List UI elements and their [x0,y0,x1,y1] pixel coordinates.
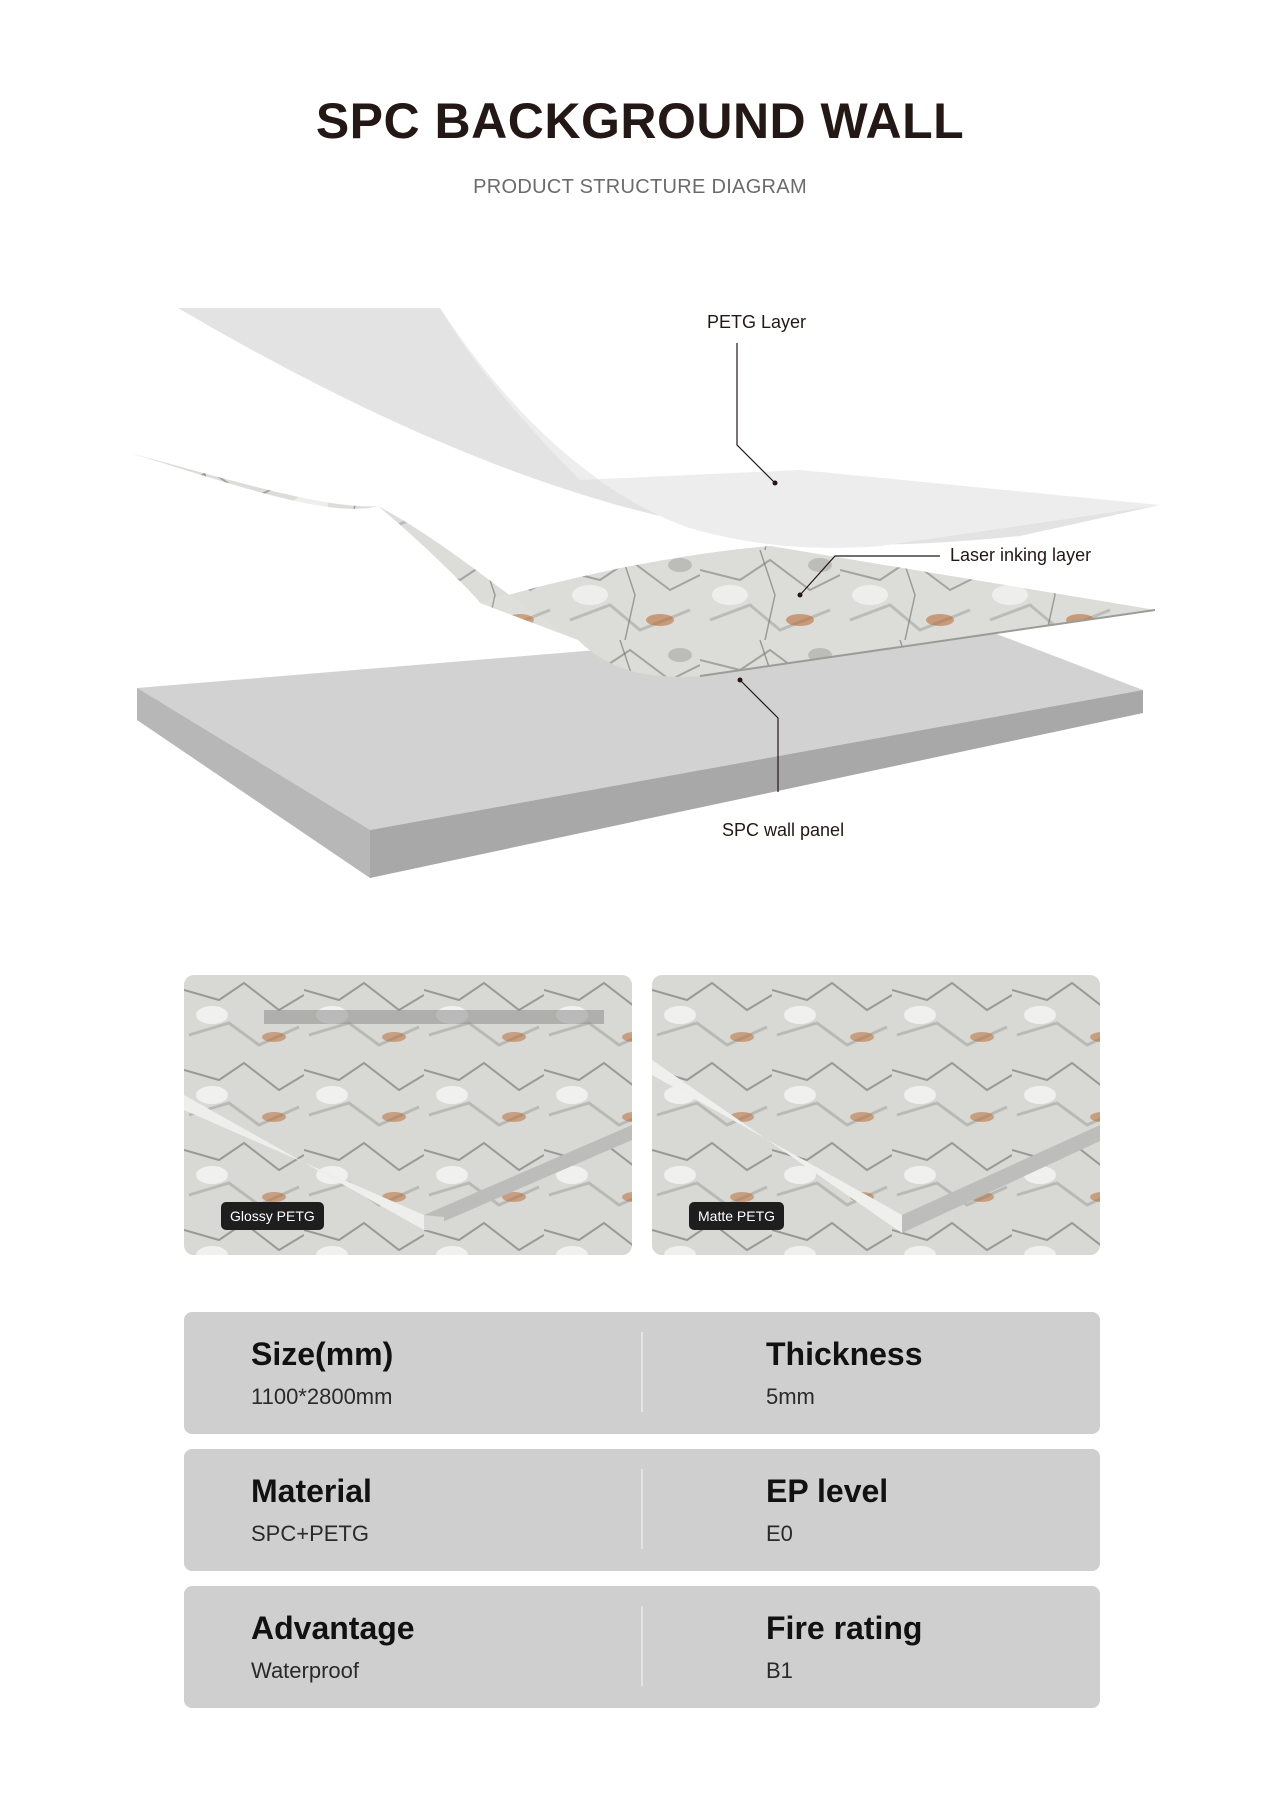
layer-illustration [0,280,1280,900]
spec-label: Thickness [766,1336,923,1372]
spec-divider [641,1469,643,1549]
callout-petg-layer: PETG Layer [707,312,807,332]
spec-label: Size(mm) [251,1336,394,1372]
spec-advantage [251,1608,415,1684]
spec-thickness [766,1334,923,1410]
spec-value: Waterproof [251,1658,360,1683]
glossy-petg-photo [184,975,632,1255]
spec-label: Material [251,1473,372,1509]
spec-size [251,1334,393,1410]
matte-petg-photo [652,975,1100,1255]
structure-diagram [0,280,1280,900]
matte-petg-label: Matte PETG [689,1202,784,1230]
spec-value: B1 [766,1658,793,1683]
spec-fire-rating [766,1608,922,1684]
spec-value: 5mm [766,1384,815,1409]
spec-divider [641,1606,643,1686]
spec-row [184,1449,1100,1571]
spec-ep-level [766,1471,888,1547]
spec-divider [641,1332,643,1412]
glossy-petg-label: Glossy PETG [221,1202,324,1230]
spec-value: 1100*2800mm [251,1384,393,1409]
petg-layer-shape [178,308,1160,548]
spec-material [251,1471,372,1547]
page-subtitle: PRODUCT STRUCTURE DIAGRAM [473,176,807,198]
page-title: SPC BACKGROUND WALL [315,93,965,149]
spec-label: EP level [766,1473,889,1509]
callout-laser-inking-layer: Laser inking layer [950,545,1092,565]
spec-label: Advantage [251,1610,415,1646]
spec-row [184,1312,1100,1434]
spec-value: SPC+PETG [251,1521,369,1546]
callout-spc-wall-panel: SPC wall panel [722,820,845,840]
spec-row [184,1586,1100,1708]
spec-value: E0 [766,1521,793,1546]
spec-label: Fire rating [766,1610,923,1646]
